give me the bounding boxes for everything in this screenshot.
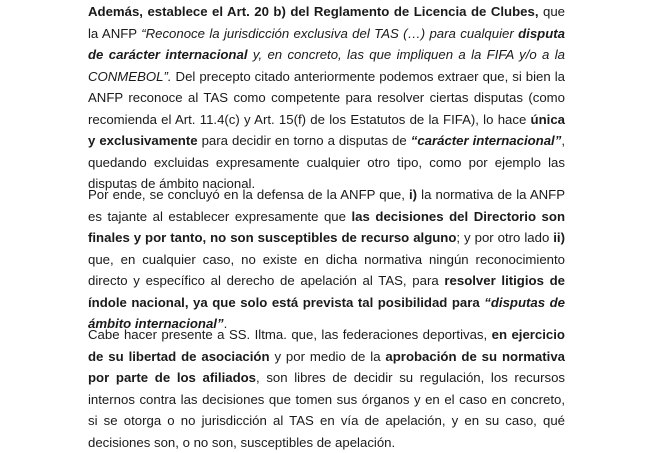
emphasized-text: Además, establece el Art. 20 b) del Reglamento de Licencia de Clubes, (88, 4, 539, 19)
emphasized-text: i) (409, 187, 418, 202)
text-run: que la ANFP (88, 4, 565, 41)
text-run: , quedando excluidas expresamente cualquier otro tipo, como por ejemplo las disputas de ámbito nacional. (88, 133, 565, 191)
emphasized-text: las decisiones del Directorio son finales y por tanto, no son susceptibles de recurso alguno (88, 208, 565, 245)
text-run: ; y por otro lado (456, 230, 554, 245)
text-run: que, en cualquier caso, no existe en dicha normativa ningún reconocimiento directo y específico al derecho de apelación al TAS, para (88, 251, 565, 288)
emphasized-text: y, en concreto, las que impliquen a la FIFA y/o a la CONMEBOL”. (88, 47, 565, 84)
text-run: Del precepto citado anteriormente podemos extraer que, si bien la ANFP reconoce al TAS como competente para resolver ciertas disputas (como recomienda el Art. 11.4(c) y Art. 15(f) de los Estatutos de la FIFA), lo hace (88, 68, 565, 127)
emphasized-text: resolver litigios de índole nacional, ya que solo está prevista tal posibilidad para (88, 273, 565, 310)
text-run: la normativa de la ANFP es tajante al establecer expresamente que (88, 187, 565, 224)
text-run: Por ende, se concluyó en la defensa de la ANFP que, (88, 187, 410, 202)
emphasized-text: aprobación de su normativa por parte de los afiliados (88, 348, 565, 385)
paragraph-libertad-asociacion (88, 324, 565, 453)
paragraph-art-20-reglamento (88, 1, 565, 195)
emphasized-text: “carácter internacional” (410, 133, 562, 148)
text-run: Cabe hacer presente a SS. Iltma. que, las federaciones deportivas, (88, 327, 492, 342)
text-run: para decidir en torno a disputas de (197, 133, 411, 148)
paragraph-defensa-anfp (88, 184, 565, 335)
emphasized-text: “Reconoce la jurisdicción exclusiva del TAS (…) para cualquier (141, 25, 519, 41)
text-run: , son libres de decidir su regulación, los recursos internos contra las decisiones que tomen sus órganos y en el caso en concreto, si se otorga o no jurisdicción al TAS en vía de apelación, y en su caso, qué decisiones son, o no son, susceptibles de apelación. (88, 370, 565, 450)
text-run: y por medio de la (269, 348, 386, 364)
text-run: . (223, 316, 228, 331)
emphasized-text: en ejercicio de su libertad de asociación (88, 327, 565, 364)
emphasized-text: disputa de carácter internacional (88, 25, 565, 62)
emphasized-text: ii) (553, 230, 565, 245)
emphasized-text: “disputas de ámbito internacional” (88, 294, 565, 331)
emphasized-text: única y exclusivamente (88, 111, 565, 148)
